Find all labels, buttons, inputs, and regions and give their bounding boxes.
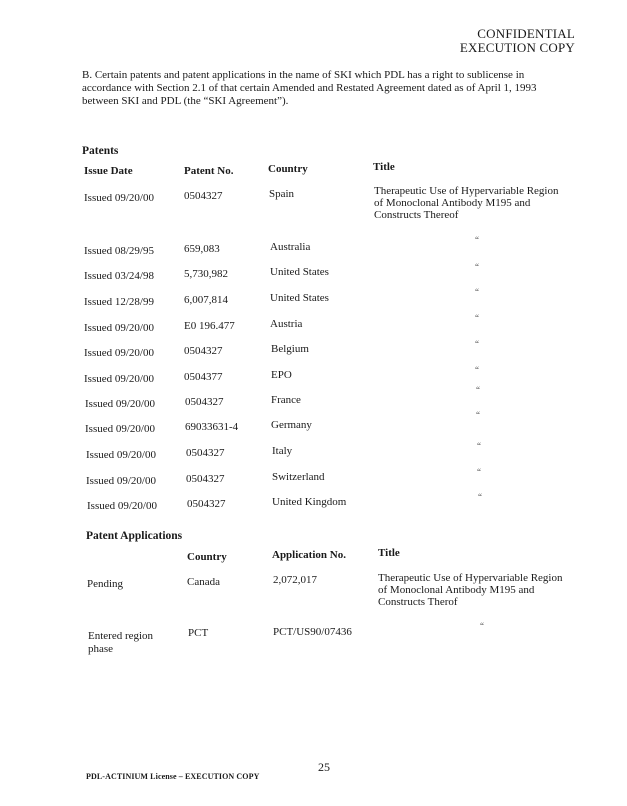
patent-number: 69033631-4 bbox=[185, 421, 239, 433]
patent-number: 0504327 bbox=[184, 190, 223, 202]
patent-number: 0504327 bbox=[186, 447, 225, 459]
patent-country: Italy bbox=[272, 445, 293, 457]
patent-title-ditto: “ bbox=[477, 441, 481, 451]
patent-issue-date: Issued 09/20/00 bbox=[84, 347, 154, 359]
patent-number: 0504327 bbox=[187, 498, 226, 510]
patent-title-ditto: “ bbox=[476, 410, 480, 420]
patent-title-ditto: “ bbox=[478, 492, 482, 502]
patent-country: France bbox=[271, 394, 301, 406]
application-status-line-2: phase bbox=[88, 643, 114, 655]
patent-number: 5,730,982 bbox=[184, 268, 228, 280]
application-number: PCT/US90/07436 bbox=[273, 626, 352, 638]
patent-number: 6,007,814 bbox=[184, 294, 228, 306]
application-country: Canada bbox=[187, 576, 220, 588]
application-country: PCT bbox=[188, 627, 209, 639]
patent-title: Therapeutic Use of Hypervariable Region of Monoclonal Antibody M195 and Constructs Thereof bbox=[374, 185, 559, 221]
patent-issue-date: Issued 08/29/95 bbox=[84, 245, 154, 257]
patent-title-ditto: “ bbox=[475, 262, 479, 272]
patent-country: Belgium bbox=[271, 343, 309, 355]
col-header-patent-no: Patent No. bbox=[184, 165, 234, 177]
application-status: Pending bbox=[87, 578, 124, 590]
patent-title-ditto: “ bbox=[477, 467, 481, 477]
patent-issue-date: Issued 03/24/98 bbox=[84, 270, 154, 282]
col-header-country: Country bbox=[268, 163, 308, 175]
patent-country: EPO bbox=[271, 369, 292, 381]
patent-issue-date: Issued 09/20/00 bbox=[84, 192, 154, 204]
application-number: 2,072,017 bbox=[273, 574, 317, 586]
patent-country: United States bbox=[270, 266, 329, 278]
col-header-title: Title bbox=[373, 161, 395, 173]
patent-issue-date: Issued 12/28/99 bbox=[84, 296, 154, 308]
col-header-issue-date: Issue Date bbox=[84, 165, 133, 177]
patent-issue-date: Issued 09/20/00 bbox=[85, 398, 155, 410]
patent-number: 0504377 bbox=[184, 371, 223, 383]
intro-line-1: B. Certain patents and patent applications in the name of SKI which PDL has a right to sublicense in bbox=[82, 69, 525, 81]
app-col-header-title: Title bbox=[378, 547, 400, 559]
page-number: 25 bbox=[318, 760, 330, 774]
intro-line-3: between SKI and PDL (the “SKI Agreement”). bbox=[82, 95, 289, 107]
applications-section-label: Patent Applications bbox=[86, 530, 183, 542]
footer-label: PDL-ACTINIUM License – EXECUTION COPY bbox=[86, 772, 260, 781]
patent-issue-date: Issued 09/20/00 bbox=[84, 322, 154, 334]
patent-country: United States bbox=[270, 292, 329, 304]
patent-number: 659,083 bbox=[184, 243, 220, 255]
patent-country: Switzerland bbox=[272, 471, 325, 483]
patent-title-ditto: “ bbox=[475, 339, 479, 349]
patent-number: 0504327 bbox=[185, 396, 224, 408]
patent-title-ditto: “ bbox=[476, 385, 480, 395]
application-title-ditto: “ bbox=[480, 621, 484, 631]
patent-title-ditto: “ bbox=[475, 287, 479, 297]
patent-title-ditto: “ bbox=[475, 235, 479, 245]
patent-country: Spain bbox=[269, 188, 295, 200]
application-title: Therapeutic Use of Hypervariable Region of Monoclonal Antibody M195 and Constructs Therof bbox=[378, 572, 563, 608]
patent-number: 0504327 bbox=[184, 345, 223, 357]
patent-issue-date: Issued 09/20/00 bbox=[84, 373, 154, 385]
execution-copy-label: EXECUTION COPY bbox=[459, 40, 575, 55]
patent-title-ditto: “ bbox=[475, 365, 479, 375]
patent-title-ditto: “ bbox=[475, 313, 479, 323]
patent-country: Austria bbox=[270, 318, 303, 330]
app-col-header-country: Country bbox=[187, 551, 227, 563]
patent-country: United Kingdom bbox=[272, 496, 347, 508]
patent-issue-date: Issued 09/20/00 bbox=[86, 449, 156, 461]
patent-number: E0 196.477 bbox=[184, 320, 235, 332]
patent-country: Australia bbox=[270, 241, 311, 253]
patent-issue-date: Issued 09/20/00 bbox=[86, 475, 156, 487]
app-col-header-application-no: Application No. bbox=[272, 549, 346, 561]
patents-section-label: Patents bbox=[82, 145, 119, 157]
patent-country: Germany bbox=[271, 419, 312, 431]
patent-issue-date: Issued 09/20/00 bbox=[85, 423, 155, 435]
patent-issue-date: Issued 09/20/00 bbox=[87, 500, 157, 512]
application-status-line-1: Entered region bbox=[88, 630, 154, 642]
intro-paragraph bbox=[82, 69, 562, 108]
patent-number: 0504327 bbox=[186, 473, 225, 485]
intro-line-2: accordance with Section 2.1 of that certain Amended and Restated Agreement dated as of April 1, 1993 bbox=[82, 82, 537, 94]
confidential-label: CONFIDENTIAL bbox=[477, 26, 575, 41]
